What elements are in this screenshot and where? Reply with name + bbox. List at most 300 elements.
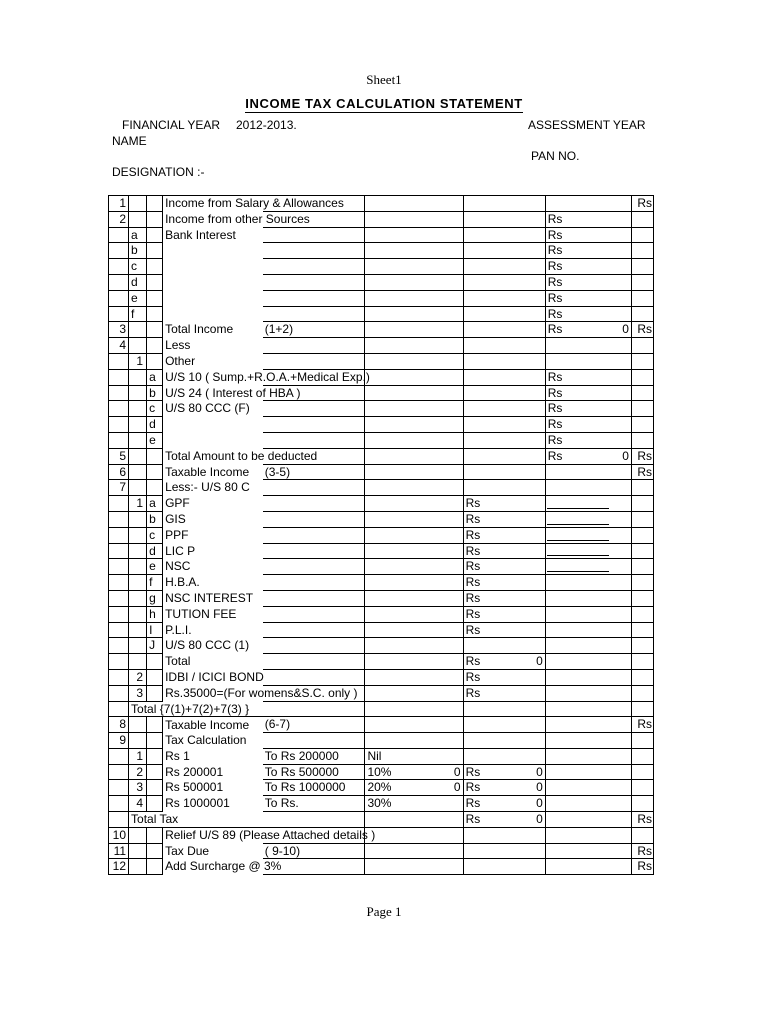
row-description: U/S 24 ( Interest of HBA ) xyxy=(165,385,301,400)
currency-label: Rs xyxy=(465,622,481,637)
subtotal-cell xyxy=(545,196,631,212)
row-subindex xyxy=(129,654,147,670)
rate-cell xyxy=(365,543,463,559)
rate-cell xyxy=(365,243,463,259)
row-description-extra xyxy=(263,480,365,496)
row-subindex xyxy=(129,448,147,464)
amount-cell xyxy=(463,796,545,812)
row-number xyxy=(109,796,129,812)
row-letter xyxy=(147,306,163,322)
rate-cell xyxy=(365,306,463,322)
rate-cell xyxy=(365,480,463,496)
row-subindex xyxy=(129,511,147,527)
row-letter: d xyxy=(147,417,163,433)
subtotal-cell xyxy=(545,353,631,369)
currency-label: Rs xyxy=(465,543,481,558)
row-subindex xyxy=(129,559,147,575)
table-row xyxy=(109,369,654,385)
row-letter: e xyxy=(147,432,163,448)
rate-cell xyxy=(365,827,463,843)
row-description-extra xyxy=(263,543,365,559)
row-description: Rs 500001 xyxy=(165,780,224,795)
row-subindex xyxy=(129,211,147,227)
currency-label: Rs xyxy=(465,812,481,827)
currency-label: Rs xyxy=(465,590,481,605)
amount-cell xyxy=(463,717,545,733)
row-number xyxy=(109,543,129,559)
amount-cell xyxy=(463,464,545,480)
row-description: Taxable Income xyxy=(165,717,250,732)
row-subindex xyxy=(129,543,147,559)
currency-label: Rs xyxy=(465,654,481,669)
rate-cell xyxy=(365,322,463,338)
table-row xyxy=(109,606,654,622)
amount-value: 0 xyxy=(536,812,543,827)
rate-cell xyxy=(365,733,463,749)
rate-cell xyxy=(365,259,463,275)
currency-label: Rs xyxy=(547,322,563,337)
table-row xyxy=(109,701,654,717)
row-description xyxy=(163,259,263,275)
row-number: 9 xyxy=(109,733,129,749)
rate-cell xyxy=(365,496,463,512)
row-number: 11 xyxy=(109,843,129,859)
row-description-extra xyxy=(263,669,365,685)
blank-underline xyxy=(547,530,609,541)
table-row xyxy=(109,338,654,354)
amount-cell xyxy=(463,259,545,275)
currency-label: Rs xyxy=(547,369,563,384)
row-description-extra xyxy=(263,590,365,606)
total-currency xyxy=(631,274,653,290)
rate-cell xyxy=(365,448,463,464)
financial-year-value: 2012-2013. xyxy=(236,118,297,132)
row-letter: b xyxy=(147,511,163,527)
amount-cell xyxy=(463,701,545,717)
row-description-extra: To Rs 200000 xyxy=(263,748,365,764)
row-description xyxy=(163,432,263,448)
subtotal-cell xyxy=(545,827,631,843)
row-description: U/S 80 CCC (1) xyxy=(165,638,250,653)
subtotal-cell xyxy=(545,527,631,543)
row-number xyxy=(109,259,129,275)
rate-cell xyxy=(365,669,463,685)
rate-cell xyxy=(365,843,463,859)
row-description-extra: To Rs 1000000 xyxy=(263,780,365,796)
rate-cell xyxy=(365,511,463,527)
subtotal-cell xyxy=(545,717,631,733)
amount-value: 0 xyxy=(536,796,543,811)
row-letter: c xyxy=(147,527,163,543)
row-letter xyxy=(147,827,163,843)
page-footer: Page 1 xyxy=(366,904,402,919)
row-number xyxy=(109,764,129,780)
row-subindex xyxy=(129,827,147,843)
amount-cell xyxy=(463,306,545,322)
subtotal-cell xyxy=(545,859,631,875)
table-row xyxy=(109,559,654,575)
row-description-extra xyxy=(263,401,365,417)
rate-cell xyxy=(365,417,463,433)
row-description: GPF xyxy=(165,496,190,511)
row-letter xyxy=(147,464,163,480)
subtotal-cell xyxy=(545,227,631,243)
subtotal-cell xyxy=(545,480,631,496)
currency-label: Rs xyxy=(547,448,563,463)
name-label: NAME xyxy=(112,134,147,148)
rate-value: 0 xyxy=(453,764,461,779)
row-number xyxy=(109,654,129,670)
row-description: Bank Interest xyxy=(165,227,236,242)
row-description: Income from Salary & Allowances xyxy=(163,196,263,212)
pan-label: PAN NO. xyxy=(531,149,580,163)
subtotal-cell xyxy=(545,543,631,559)
table-row xyxy=(109,622,654,638)
total-currency xyxy=(631,511,653,527)
rate-label: 20% xyxy=(367,780,392,795)
rate-cell xyxy=(365,274,463,290)
table-row xyxy=(109,748,654,764)
subtotal-cell xyxy=(545,306,631,322)
subtotal-cell xyxy=(545,701,631,717)
row-description: Less:- U/S 80 C xyxy=(165,480,250,495)
total-currency: Rs xyxy=(631,717,653,733)
table-row xyxy=(109,527,654,543)
row-description: Less xyxy=(165,338,191,353)
amount-cell xyxy=(463,196,545,212)
subtotal-cell xyxy=(545,575,631,591)
row-subindex xyxy=(129,432,147,448)
row-description: Total Income xyxy=(165,322,234,337)
row-letter xyxy=(147,859,163,875)
subtotal-cell xyxy=(545,401,631,417)
row-description xyxy=(163,243,263,259)
row-description-extra: (1+2) xyxy=(263,322,365,338)
row-letter xyxy=(147,843,163,859)
row-letter xyxy=(147,654,163,670)
rate-cell xyxy=(365,622,463,638)
currency-label: Rs xyxy=(465,780,481,795)
row-number xyxy=(109,527,129,543)
row-subindex xyxy=(129,843,147,859)
row-number xyxy=(109,780,129,796)
amount-cell xyxy=(463,764,545,780)
row-number: 2 xyxy=(109,211,129,227)
total-currency xyxy=(631,290,653,306)
currency-label: Rs xyxy=(465,575,481,590)
row-description-extra xyxy=(263,511,365,527)
row-description: H.B.A. xyxy=(165,575,200,590)
row-number xyxy=(109,701,129,717)
subtotal-cell xyxy=(545,369,631,385)
amount-cell xyxy=(463,685,545,701)
row-subindex: b xyxy=(129,243,147,259)
amount-cell xyxy=(463,622,545,638)
row-number xyxy=(109,590,129,606)
row-letter xyxy=(147,227,163,243)
row-number xyxy=(109,306,129,322)
amount-cell xyxy=(463,669,545,685)
row-subindex xyxy=(129,338,147,354)
row-letter xyxy=(147,717,163,733)
rate-cell xyxy=(365,654,463,670)
row-letter: g xyxy=(147,590,163,606)
subtotal-cell xyxy=(545,243,631,259)
row-number xyxy=(109,496,129,512)
currency-label: Rs xyxy=(547,385,563,400)
subtotal-cell xyxy=(545,796,631,812)
row-subindex: 1 xyxy=(129,353,147,369)
table-row xyxy=(109,259,654,275)
total-currency xyxy=(631,701,653,717)
table-row xyxy=(109,274,654,290)
row-description-extra xyxy=(263,496,365,512)
row-description: GIS xyxy=(165,511,186,526)
row-subindex xyxy=(129,464,147,480)
row-description: NSC xyxy=(165,559,191,574)
amount-cell xyxy=(463,843,545,859)
subtotal-cell xyxy=(545,385,631,401)
table-row xyxy=(109,401,654,417)
row-letter xyxy=(147,780,163,796)
row-number xyxy=(109,401,129,417)
amount-cell xyxy=(463,243,545,259)
currency-label: Rs xyxy=(547,290,563,305)
rate-cell xyxy=(365,701,463,717)
row-subindex: 3 xyxy=(129,780,147,796)
row-subindex xyxy=(129,417,147,433)
row-letter xyxy=(147,322,163,338)
row-subindex xyxy=(129,369,147,385)
table-row xyxy=(109,764,654,780)
amount-cell xyxy=(463,606,545,622)
row-subindex xyxy=(129,622,147,638)
total-currency xyxy=(631,480,653,496)
total-currency xyxy=(631,259,653,275)
rate-label: 30% xyxy=(367,796,392,811)
tax-calculation-table xyxy=(108,195,654,875)
row-description: U/S 80 CCC (F) xyxy=(165,401,250,416)
subtotal-value: 0 xyxy=(622,322,629,337)
row-subindex: f xyxy=(129,306,147,322)
subtotal-cell xyxy=(545,606,631,622)
currency-label: Rs xyxy=(547,401,563,416)
row-number: 5 xyxy=(109,448,129,464)
row-subindex xyxy=(129,480,147,496)
row-subindex: a xyxy=(129,227,147,243)
row-description-extra xyxy=(263,432,365,448)
subtotal-cell xyxy=(545,764,631,780)
row-subindex xyxy=(129,401,147,417)
rate-label: 10% xyxy=(367,764,392,779)
subtotal-cell xyxy=(545,496,631,512)
rate-cell xyxy=(365,638,463,654)
row-number xyxy=(109,575,129,591)
table-row xyxy=(109,322,654,338)
amount-cell xyxy=(463,227,545,243)
subtotal-cell xyxy=(545,448,631,464)
subtotal-cell xyxy=(545,669,631,685)
row-description: U/S 10 ( Sump.+R.O.A.+Medical Exp.) xyxy=(165,369,370,384)
total-currency: Rs xyxy=(631,859,653,875)
row-letter: b xyxy=(147,385,163,401)
blank-underline xyxy=(547,514,609,525)
total-currency xyxy=(631,353,653,369)
row-description-extra: (6-7) xyxy=(263,717,365,733)
subtotal-cell xyxy=(545,654,631,670)
row-number: 8 xyxy=(109,717,129,733)
currency-label: Rs xyxy=(547,417,563,432)
row-subindex xyxy=(129,385,147,401)
row-description-extra xyxy=(263,243,365,259)
currency-label: Rs xyxy=(465,796,481,811)
row-description: TUTION FEE xyxy=(165,606,237,621)
row-description: LIC P xyxy=(165,543,196,558)
row-description: Rs 1000001 xyxy=(165,796,230,811)
amount-cell xyxy=(463,733,545,749)
row-subindex xyxy=(129,606,147,622)
currency-label: Rs xyxy=(465,669,481,684)
row-description: NSC INTEREST xyxy=(165,590,254,605)
subtotal-cell xyxy=(545,417,631,433)
row-description-extra xyxy=(263,559,365,575)
row-description: Total {7(1)+7(2)+7(3) } xyxy=(129,701,365,717)
rate-cell xyxy=(365,401,463,417)
row-letter xyxy=(147,211,163,227)
table-row xyxy=(109,211,654,227)
rate-cell xyxy=(365,717,463,733)
total-currency xyxy=(631,211,653,227)
amount-cell xyxy=(463,401,545,417)
table-row xyxy=(109,290,654,306)
currency-label: Rs xyxy=(547,227,563,242)
row-subindex xyxy=(129,322,147,338)
total-currency xyxy=(631,748,653,764)
total-currency xyxy=(631,559,653,575)
row-description-extra: To Rs. xyxy=(263,796,365,812)
total-currency xyxy=(631,654,653,670)
row-letter xyxy=(147,685,163,701)
table-row xyxy=(109,827,654,843)
amount-cell xyxy=(463,575,545,591)
row-number xyxy=(109,227,129,243)
row-letter: e xyxy=(147,559,163,575)
amount-cell xyxy=(463,590,545,606)
amount-cell xyxy=(463,353,545,369)
total-currency xyxy=(631,764,653,780)
row-number xyxy=(109,685,129,701)
total-currency xyxy=(631,543,653,559)
total-currency: Rs xyxy=(631,196,653,212)
total-currency: Rs xyxy=(631,322,653,338)
row-number xyxy=(109,511,129,527)
currency-label: Rs xyxy=(465,527,481,542)
row-description-extra xyxy=(263,274,365,290)
row-letter: J xyxy=(147,638,163,654)
amount-cell xyxy=(463,417,545,433)
rate-cell xyxy=(365,385,463,401)
table-row xyxy=(109,448,654,464)
row-description: Total xyxy=(165,654,191,669)
currency-label: Rs xyxy=(547,306,563,321)
subtotal-cell xyxy=(545,274,631,290)
currency-label: Rs xyxy=(547,259,563,274)
total-currency xyxy=(631,590,653,606)
row-description: Relief U/S 89 (Please Attached details ) xyxy=(165,828,376,843)
rate-cell xyxy=(365,685,463,701)
table-row xyxy=(109,496,654,512)
row-description: PPF xyxy=(165,527,189,542)
amount-cell xyxy=(463,780,545,796)
amount-value: 0 xyxy=(536,780,543,795)
row-description xyxy=(163,290,263,306)
subtotal-cell xyxy=(545,338,631,354)
row-subindex: 3 xyxy=(129,685,147,701)
table-row xyxy=(109,306,654,322)
amount-cell xyxy=(463,748,545,764)
row-description-extra xyxy=(263,575,365,591)
row-number xyxy=(109,812,129,828)
table-row xyxy=(109,511,654,527)
row-description-extra xyxy=(263,290,365,306)
row-description: Rs.35000=(For womens&S.C. only ) xyxy=(165,685,358,700)
row-number: 12 xyxy=(109,859,129,875)
total-currency: Rs xyxy=(631,448,653,464)
row-description: IDBI / ICICI BOND xyxy=(165,669,264,684)
row-description-extra xyxy=(263,733,365,749)
rate-cell xyxy=(365,369,463,385)
row-letter xyxy=(147,259,163,275)
rate-cell xyxy=(365,464,463,480)
row-subindex: 2 xyxy=(129,669,147,685)
row-number xyxy=(109,748,129,764)
rate-cell xyxy=(365,812,463,828)
row-letter: d xyxy=(147,543,163,559)
table-row xyxy=(109,196,654,212)
total-currency xyxy=(631,527,653,543)
amount-value: 0 xyxy=(536,654,543,669)
table-row xyxy=(109,353,654,369)
row-letter: c xyxy=(147,401,163,417)
currency-label: Rs xyxy=(547,432,563,447)
table-row xyxy=(109,669,654,685)
row-description-extra: To Rs 500000 xyxy=(263,764,365,780)
document-title-text: INCOME TAX CALCULATION STATEMENT xyxy=(245,96,523,111)
row-number: 7 xyxy=(109,480,129,496)
row-subindex: c xyxy=(129,259,147,275)
row-description-extra xyxy=(263,227,365,243)
row-letter: f xyxy=(147,575,163,591)
total-currency xyxy=(631,685,653,701)
row-subindex xyxy=(129,527,147,543)
table-row xyxy=(109,843,654,859)
subtotal-cell xyxy=(545,733,631,749)
subtotal-value: 0 xyxy=(622,448,629,463)
amount-cell xyxy=(463,290,545,306)
table-row xyxy=(109,227,654,243)
rate-cell xyxy=(365,559,463,575)
row-subindex: e xyxy=(129,290,147,306)
row-description: Total Tax xyxy=(129,812,365,828)
row-subindex: d xyxy=(129,274,147,290)
row-subindex xyxy=(129,196,147,212)
rate-cell xyxy=(365,338,463,354)
subtotal-cell xyxy=(545,780,631,796)
row-letter xyxy=(147,764,163,780)
amount-cell xyxy=(463,322,545,338)
total-currency xyxy=(631,432,653,448)
blank-underline xyxy=(547,545,609,556)
